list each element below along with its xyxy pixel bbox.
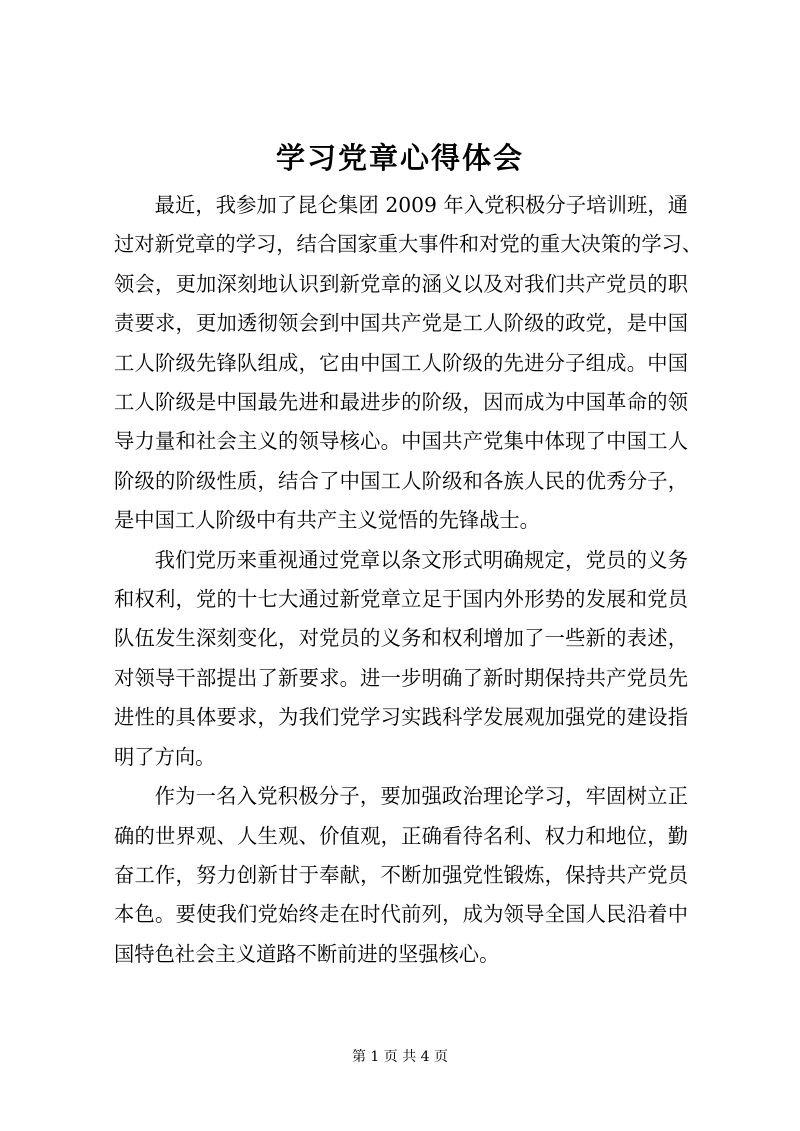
text-line: 最近，我参加了昆仑集团 2009 年入党积极分子培训班，通 (154, 193, 688, 217)
page-footer: 第 1 页 共 4 页 (351, 1049, 449, 1065)
text-line: 作为一名入党积极分子，要加强政治理论学习，牢固树立正 (154, 784, 688, 809)
text-line: 确的世界观、人生观、价值观，正确看待名利、权力和地位，勤 (114, 823, 688, 848)
text-line: 是中国工人阶级中有共产主义觉悟的先锋战士。 (114, 508, 540, 533)
paragraph-2 (114, 541, 688, 777)
text-line: 和权利，党的十七大通过新党章立足于国内外形势的发展和党员 (114, 587, 688, 612)
text-line: 阶级的阶级性质，结合了中国工人阶级和各族人民的优秀分子， (114, 468, 688, 493)
text-line: 本色。要使我们党始终走在时代前列，成为领导全国人民沿着中 (114, 902, 688, 927)
text-line: 队伍发生深刻变化，对党员的义务和权利增加了一些新的表述， (114, 626, 688, 651)
text-line: 我们党历来重视通过党章以条文形式明确规定，党员的义务 (154, 547, 688, 572)
paragraph-1 (114, 186, 703, 541)
document-title: 学习党章心得体会 (275, 141, 524, 175)
text-line: 进性的具体要求，为我们党学习实践科学发展观加强党的建设指 (114, 705, 688, 730)
text-line: 过对新党章的学习，结合国家重大事件和对党的重大决策的学习、 (114, 232, 703, 257)
text-line: 奋工作，努力创新甘于奉献，不断加强党性锻炼，保持共产党员 (114, 862, 688, 887)
text-line: 国特色社会主义道路不断前进的坚强核心。 (114, 941, 500, 966)
text-line: 明了方向。 (114, 744, 216, 769)
document-body (114, 186, 703, 974)
text-line: 责要求，更加透彻领会到中国共产党是工人阶级的政党，是中国 (114, 311, 688, 336)
text-line: 领会，更加深刻地认识到新党章的涵义以及对我们共产党员的职 (114, 271, 688, 296)
text-line: 对领导干部提出了新要求。进一步明确了新时期保持共产党员先 (114, 665, 688, 690)
text-line: 导力量和社会主义的领导核心。中国共产党集中体现了中国工人 (114, 429, 688, 454)
paragraph-3 (114, 777, 688, 974)
text-line: 工人阶级先锋队组成，它由中国工人阶级的先进分子组成。中国 (114, 350, 688, 375)
text-line: 工人阶级是中国最先进和最进步的阶级，因而成为中国革命的领 (114, 390, 688, 415)
